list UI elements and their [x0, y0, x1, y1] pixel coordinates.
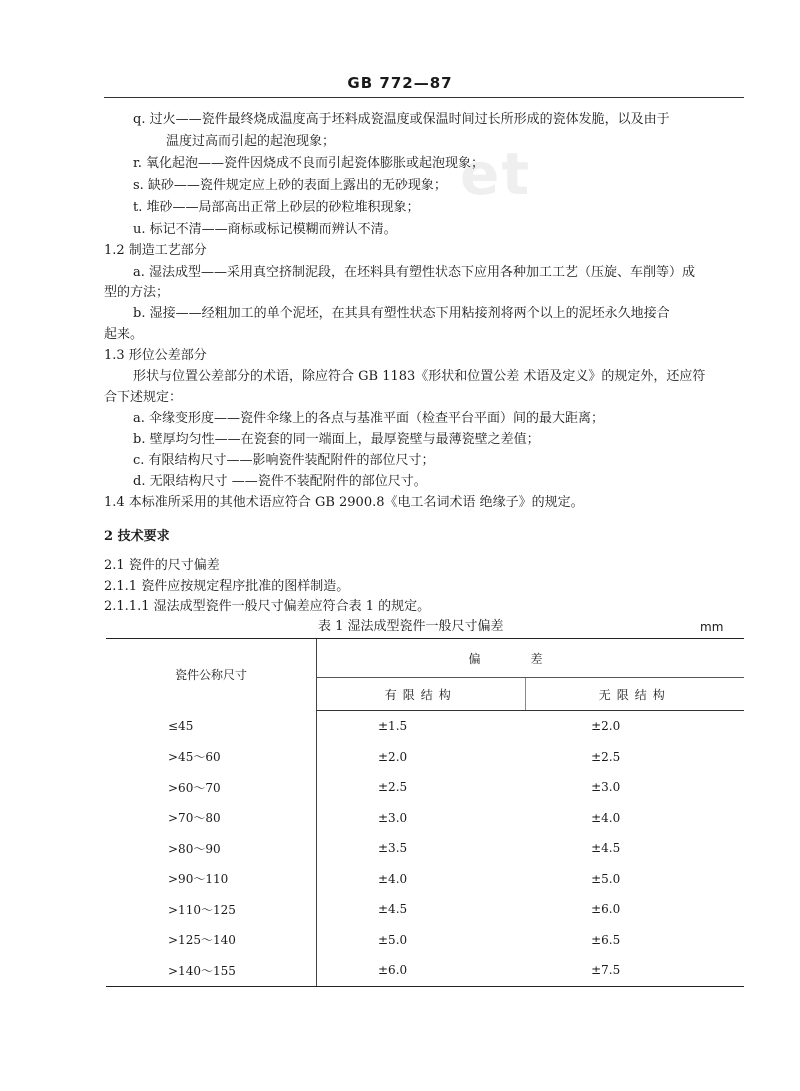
section-1-3-a: a. 伞缘变形度——瓷件伞缘上的各点与基准平面（检查平台平面）间的最大距离；	[133, 411, 605, 426]
definition-q-continued: 温度过高而引起的起泡现象；	[166, 134, 336, 149]
column-header-nominal-size: 瓷件公称尺寸	[106, 639, 317, 711]
table-row	[106, 955, 744, 986]
cell-unlimited-deviation: ±6.5	[591, 932, 621, 947]
table-row	[106, 925, 744, 956]
cell-nominal-size: >60～70	[168, 780, 221, 795]
section-2-1-1-1: 2.1.1.1 湿法成型瓷件一般尺寸偏差应符合表 1 的规定。	[104, 599, 431, 614]
cell-unlimited-deviation: ±2.5	[591, 749, 621, 764]
cell-unlimited-deviation: ±7.5	[525, 955, 744, 986]
cell-nominal-size: ≤45	[168, 719, 194, 733]
cell-limited-deviation: ±1.5	[317, 711, 526, 742]
cell-limited-deviation: ±2.0	[317, 742, 526, 773]
tolerance-table	[106, 638, 744, 987]
cell-limited-deviation: ±6.0	[317, 955, 526, 986]
cell-nominal-size: >70～80	[168, 811, 221, 826]
section-1-4: 1.4 本标准所采用的其他术语应符合 GB 2900.8《电工名词术语 绝缘子》的规定。	[104, 495, 584, 510]
section-1-3-b: b. 壁厚均匀性——在瓷套的同一端面上，最厚瓷壁与最薄瓷壁之差值；	[133, 432, 540, 447]
section-1-3-d: d. 无限结构尺寸 ——瓷件不装配附件的部位尺寸。	[133, 474, 427, 489]
column-header-unlimited-structure: 无限结构	[525, 678, 744, 711]
cell-nominal-size: >140～155	[106, 955, 317, 986]
section-2-1-heading: 2.1 瓷件的尺寸偏差	[104, 558, 220, 573]
cell-nominal-size: >110～125	[168, 902, 236, 917]
section-1-3-c: c. 有限结构尺寸——影响瓷件装配附件的部位尺寸；	[133, 453, 435, 468]
page-header-title: GB 772—87	[347, 74, 453, 92]
cell-nominal-size: >125～140	[168, 933, 236, 948]
cell-limited-deviation: ±2.5	[317, 772, 526, 803]
cell-limited-deviation: ±4.0	[317, 864, 526, 895]
section-2-heading: 2 技术要求	[104, 529, 170, 544]
definition-u: u. 标记不清——商标或标记模糊而辨认不清。	[133, 222, 397, 237]
section-1-2-a-continued: 型的方法；	[104, 285, 170, 300]
column-header-limited-structure: 有限结构	[317, 678, 526, 711]
cell-unlimited-deviation: ±2.0	[591, 719, 621, 734]
table-row	[106, 864, 744, 895]
header-rule	[104, 97, 744, 98]
cell-limited-deviation: ±3.0	[317, 803, 526, 834]
table-unit: mm	[700, 620, 724, 634]
cell-unlimited-deviation: ±6.0	[591, 902, 621, 917]
definition-r: r. 氧化起泡——瓷件因烧成不良而引起瓷体膨胀或起泡现象；	[133, 156, 485, 171]
cell-unlimited-deviation: ±4.0	[591, 810, 621, 825]
table-row	[106, 803, 744, 834]
cell-unlimited-deviation: ±4.5	[591, 841, 621, 856]
cell-unlimited-deviation: ±3.0	[591, 780, 621, 795]
section-1-3-intro: 形状与位置公差部分的术语，除应符合 GB 1183《形状和位置公差 术语及定义》的规定外，还应符	[133, 369, 706, 384]
table-row	[106, 742, 744, 773]
section-1-2-a: a. 湿法成型——采用真空挤制泥段，在坯料具有塑性状态下应用各种加工工艺（压旋、车削等）成	[133, 265, 696, 280]
section-1-2-b: b. 湿接——经粗加工的单个泥坯，在其具有塑性状态下用粘接剂将两个以上的泥坯永久地接合	[133, 306, 670, 321]
definition-s: s. 缺砂——瓷件规定应上砂的表面上露出的无砂现象；	[133, 178, 447, 193]
table-row	[106, 711, 744, 742]
definition-q: q. 过火——瓷件最终烧成温度高于坯料成瓷温度或保温时间过长所形成的瓷体发脆，以及由于	[133, 112, 670, 127]
definition-t: t. 堆砂——局部高出正常上砂层的砂粒堆积现象；	[133, 200, 420, 215]
section-1-3-heading: 1.3 形位公差部分	[104, 348, 207, 363]
section-1-2-b-continued: 起来。	[104, 327, 144, 342]
section-1-2-heading: 1.2 制造工艺部分	[104, 243, 207, 258]
table-row	[106, 833, 744, 864]
table-row	[106, 772, 744, 803]
cell-limited-deviation: ±5.0	[317, 925, 526, 956]
table-row	[106, 894, 744, 925]
column-header-deviation: 偏差	[317, 639, 745, 678]
cell-nominal-size: >90～110	[168, 872, 229, 887]
cell-nominal-size: >45～60	[168, 750, 221, 765]
cell-unlimited-deviation: ±5.0	[591, 871, 621, 886]
table-caption: 表 1 湿法成型瓷件一般尺寸偏差	[318, 619, 504, 634]
cell-nominal-size: >80～90	[168, 841, 221, 856]
cell-limited-deviation: ±4.5	[317, 894, 526, 925]
section-1-3-intro-continued: 合下述规定：	[104, 390, 183, 405]
section-2-1-1: 2.1.1 瓷件应按规定程序批准的图样制造。	[104, 579, 350, 594]
cell-limited-deviation: ±3.5	[317, 833, 526, 864]
watermark: et	[460, 140, 532, 208]
